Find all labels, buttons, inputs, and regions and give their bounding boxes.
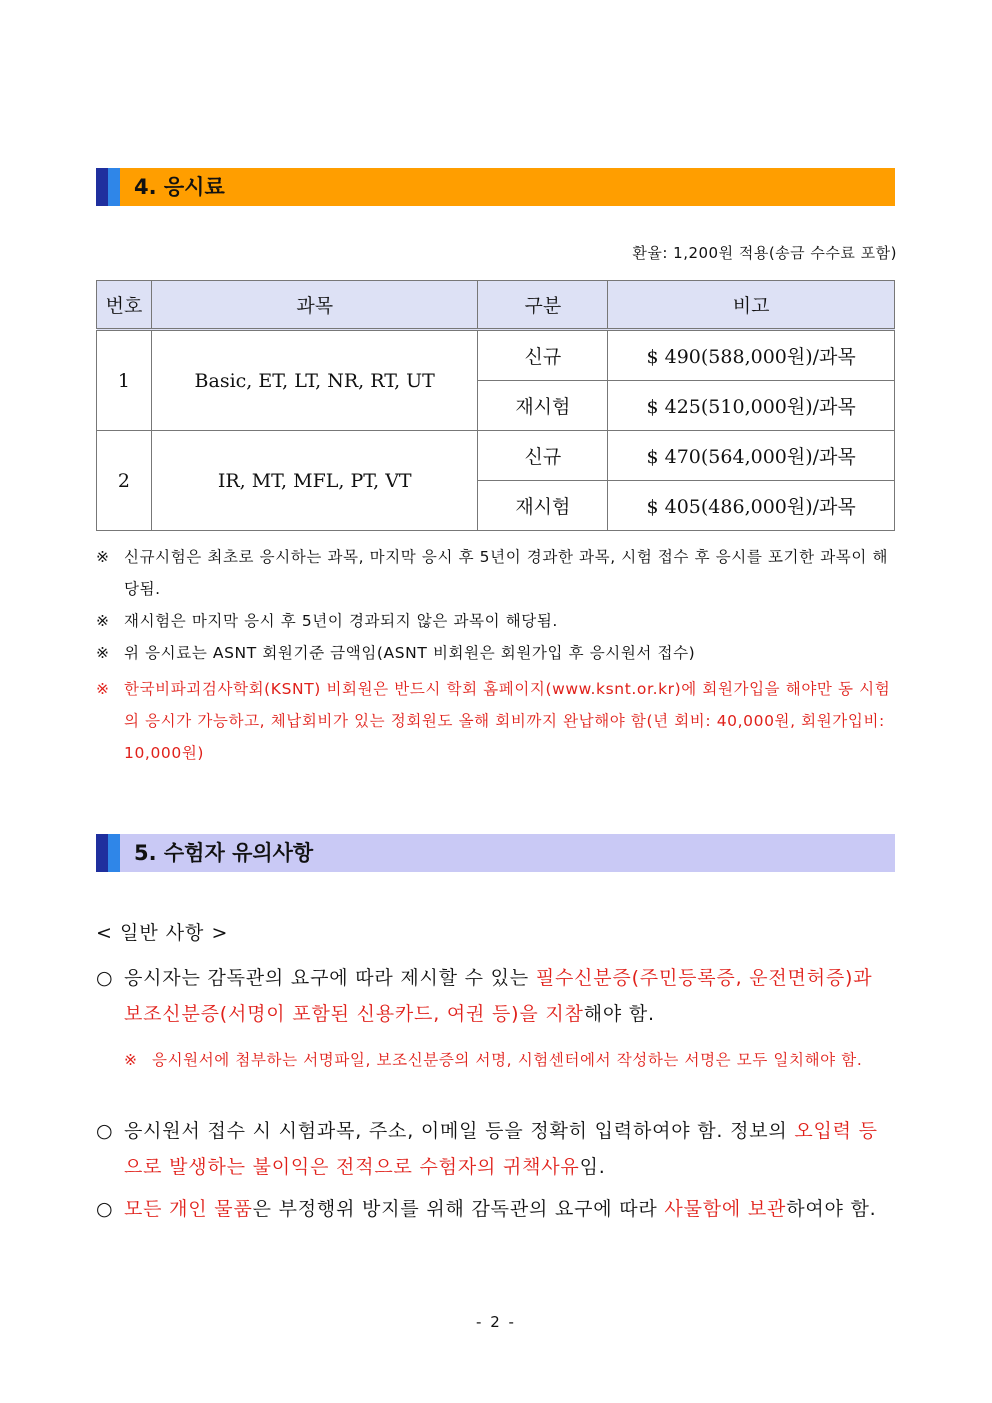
reference-mark-icon: ※	[96, 612, 110, 630]
header-accent-dark	[96, 168, 108, 206]
header-accent-light	[108, 834, 120, 872]
section-5-header	[96, 834, 895, 872]
circle-bullet-icon: ○	[96, 1198, 114, 1220]
section-4-title: 4. 응시료	[134, 175, 225, 199]
col-header-type: 구분	[478, 281, 608, 330]
item-text	[96, 1113, 896, 1185]
header-accent-light	[108, 168, 120, 206]
group-subjects: Basic, ET, LT, NR, RT, UT	[151, 330, 478, 431]
table-row	[97, 431, 895, 481]
item-personal-belongings	[96, 1191, 896, 1227]
subnote-signature	[124, 1045, 896, 1076]
page-number: - 2 -	[476, 1313, 516, 1331]
subnote-text: 응시원서에 첨부하는 서명파일, 보조신분증의 서명, 시험센터에서 작성하는 서명은 모두 일치해야 함.	[152, 1051, 863, 1069]
note-new-exam	[96, 541, 896, 605]
note-text: 재시험은 마지막 응시 후 5년이 경과되지 않은 과목이 해당됨.	[124, 612, 558, 630]
exam-fee: $ 490(588,000원)/과목	[608, 330, 895, 381]
item-text-part: 응시원서 접수 시 시험과목, 주소, 이메일 등을 정확히 입력하여야 함. 정보의	[124, 1120, 795, 1142]
exam-fee: $ 405(486,000원)/과목	[608, 481, 895, 531]
circle-bullet-icon: ○	[96, 1120, 114, 1142]
exam-type: 신규	[478, 431, 608, 481]
item-text-part: 응시자는 감독관의 요구에 따라 제시할 수 있는	[124, 967, 536, 989]
section-4-header	[96, 168, 895, 206]
exam-type: 신규	[478, 330, 608, 381]
item-text-highlight: 모든 개인 물품	[124, 1198, 253, 1220]
col-header-number: 번호	[97, 281, 152, 330]
reference-mark-icon: ※	[96, 680, 110, 698]
exam-type: 재시험	[478, 481, 608, 531]
general-heading: < 일반 사항 >	[96, 922, 229, 944]
item-text-highlight: 오입력 등으로 발생하는 불이익은 전적으로 수험자의 귀책사유	[124, 1120, 878, 1178]
note-re-exam	[96, 605, 896, 637]
fee-notes	[96, 541, 896, 769]
group-subjects: IR, MT, MFL, PT, VT	[151, 431, 478, 531]
note-text: 신규시험은 최초로 응시하는 과목, 마지막 응시 후 5년이 경과한 과목, 시험 접수 후 응시를 포기한 과목이 해당됨.	[124, 548, 889, 598]
table-row	[97, 330, 895, 381]
item-identification	[96, 960, 896, 1032]
reference-mark-icon: ※	[96, 548, 110, 566]
note-text: 위 응시료는 ASNT 회원기준 금액임(ASNT 비회원은 회원가입 후 응시원서 접수)	[124, 644, 696, 662]
note-asnt-member	[96, 637, 896, 669]
item-text	[96, 1191, 896, 1227]
col-header-subject: 과목	[151, 281, 478, 330]
circle-bullet-icon: ○	[96, 967, 114, 989]
item-text	[96, 960, 896, 1032]
item-text-highlight: 필수신분증(주민등록증, 운전면허증)과 보조신분증(서명이 포함된 신용카드, 여권 등)을 지참	[124, 967, 873, 1025]
item-text-part: 해야 함.	[583, 1003, 655, 1025]
header-fill	[120, 168, 895, 206]
note-text: 한국비파괴검사학회(KSNT) 비회원은 반드시 학회 홈페이지(www.ksnt.or.kr)에 회원가입을 해야만 동 시험의 응시가 가능하고, 체납회비가 있는 정회원도 올해 회비까지 완납해야 함(년 회비: 40,000원, 회원가입비: 10,000원)	[124, 680, 891, 762]
reference-mark-icon: ※	[124, 1051, 138, 1069]
section-5-title: 5. 수험자 유의사항	[134, 841, 314, 865]
fee-table-header	[97, 281, 895, 330]
note-ksnt-member	[96, 673, 896, 769]
fee-table	[96, 280, 895, 531]
group-number: 1	[97, 330, 152, 431]
exam-fee: $ 425(510,000원)/과목	[608, 381, 895, 431]
item-text-part: 하여야 함.	[786, 1198, 877, 1220]
col-header-note: 비고	[608, 281, 895, 330]
reference-mark-icon: ※	[96, 644, 110, 662]
item-text-highlight: 사물함에 보관	[664, 1198, 787, 1220]
item-text-part: 임.	[579, 1156, 606, 1178]
exam-fee: $ 470(564,000원)/과목	[608, 431, 895, 481]
exam-type: 재시험	[478, 381, 608, 431]
exchange-rate-note: 환율: 1,200원 적용(송금 수수료 포함)	[632, 244, 897, 262]
header-accent-dark	[96, 834, 108, 872]
item-text-part: 은 부정행위 방지를 위해 감독관의 요구에 따라	[252, 1198, 665, 1220]
item-application-info	[96, 1113, 896, 1185]
group-number: 2	[97, 431, 152, 531]
